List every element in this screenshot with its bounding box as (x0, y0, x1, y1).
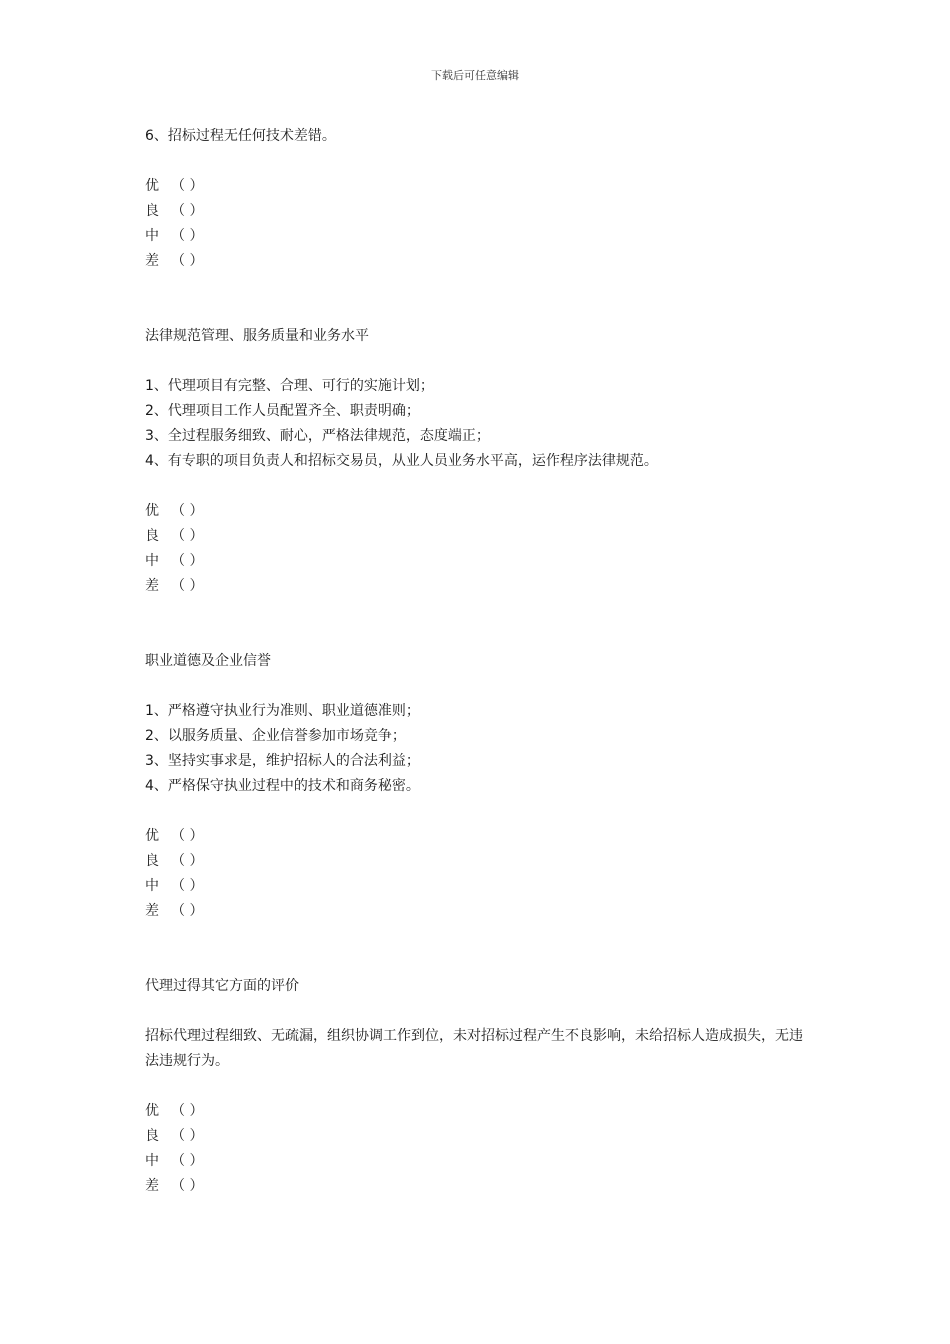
rating-option-poor: 差 （ ） (145, 578, 204, 594)
rating-option-fair: 中 （ ） (145, 553, 204, 569)
rating-option-excellent: 优 （ ） (145, 828, 204, 844)
rating-option-poor: 差 （ ） (145, 903, 204, 919)
criterion-item: 4、严格保守执业过程中的技术和商务秘密。 (145, 778, 420, 794)
section-title: 法律规范管理、服务质量和业务水平 (145, 328, 369, 344)
rating-option-good: 良 （ ） (145, 528, 204, 544)
rating-option-excellent: 优 （ ） (145, 1103, 204, 1119)
rating-option-excellent: 优 （ ） (145, 503, 204, 519)
criterion-item: 2、代理项目工作人员配置齐全、职责明确； (145, 403, 420, 419)
rating-group (145, 1099, 815, 1199)
section-title: 职业道德及企业信誉 (145, 653, 271, 669)
rating-option-good: 良 （ ） (145, 203, 204, 219)
page-header: 下载后可任意编辑 (431, 69, 519, 82)
rating-option-poor: 差 （ ） (145, 253, 204, 269)
evaluation-paragraph: 招标代理过程细致、无疏漏，组织协调工作到位，未对招标过程产生不良影响，未给招标人造成损失，无违法违规行为。 (145, 1028, 803, 1069)
rating-group (145, 499, 815, 599)
rating-option-fair: 中 （ ） (145, 878, 204, 894)
criterion-item: 3、全过程服务细致、耐心，严格法律规范，态度端正； (145, 428, 490, 444)
criterion-item: 2、以服务质量、企业信誉参加市场竞争； (145, 728, 406, 744)
criterion-item: 1、严格遵守执业行为准则、职业道德准则； (145, 703, 420, 719)
document-body (145, 124, 815, 1199)
rating-group (145, 824, 815, 924)
rating-option-poor: 差 （ ） (145, 1178, 204, 1194)
criterion-item: 3、坚持实事求是，维护招标人的合法利益； (145, 753, 420, 769)
criterion-item: 6、招标过程无任何技术差错。 (145, 128, 336, 144)
rating-group (145, 174, 815, 274)
rating-option-fair: 中 （ ） (145, 1153, 204, 1169)
criterion-item: 4、有专职的项目负责人和招标交易员，从业人员业务水平高，运作程序法律规范。 (145, 453, 658, 469)
rating-option-fair: 中 （ ） (145, 228, 204, 244)
rating-option-excellent: 优 （ ） (145, 178, 204, 194)
section-title: 代理过得其它方面的评价 (145, 978, 299, 994)
criterion-item: 1、代理项目有完整、合理、可行的实施计划； (145, 378, 434, 394)
rating-option-good: 良 （ ） (145, 853, 204, 869)
rating-option-good: 良 （ ） (145, 1128, 204, 1144)
